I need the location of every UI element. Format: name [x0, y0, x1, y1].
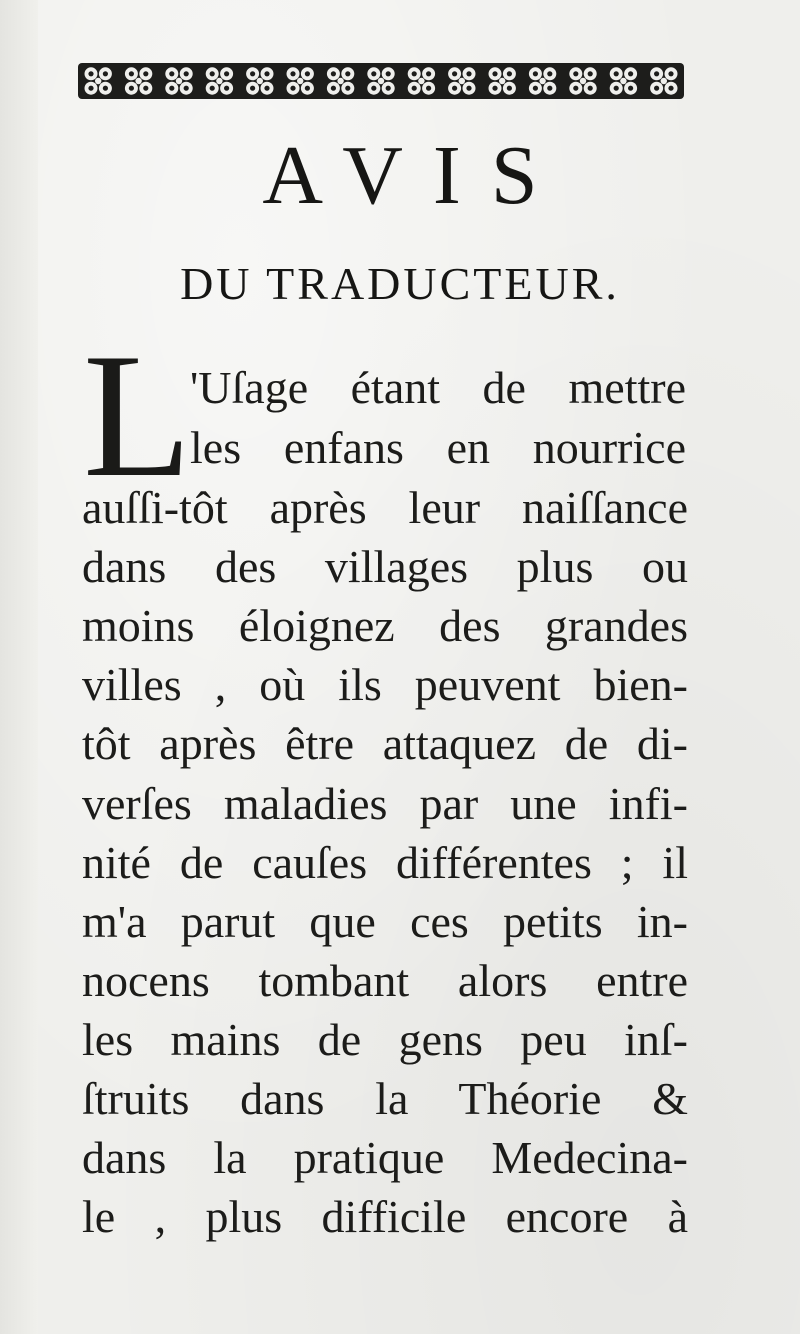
text-line: villes , où ils peuvent bien- [82, 659, 688, 710]
text-line: nocens tombant alors entre [82, 955, 688, 1006]
page-title: AVIS [262, 129, 568, 222]
text-line: nité de cauſes différentes ; il [82, 837, 688, 888]
text-line: m'a parut que ces petits in- [82, 896, 688, 947]
text-line: le , plus difficile encore à [82, 1191, 688, 1242]
text-line: dans des villages plus ou [82, 541, 688, 592]
drop-cap: L [83, 316, 192, 514]
page-subtitle: DU TRADUCTEUR. [180, 258, 620, 309]
text-line: auſſi-tôt après leur naiſſance [82, 482, 688, 533]
text-line: les enfans en nourrice [190, 422, 686, 473]
text-line: moins éloignez des grandes [82, 600, 688, 651]
text-line: ſtruits dans la Théorie & [82, 1073, 688, 1124]
floral-ornament-icon [78, 57, 684, 105]
text-line: tôt après être attaquez de di- [82, 718, 688, 769]
text-line: les mains de gens peu inſ- [82, 1014, 688, 1065]
text-line: dans la pratique Medecina- [82, 1132, 688, 1183]
text-line: 'Uſage étant de mettre [190, 362, 686, 413]
text-line: verſes maladies par une infi- [82, 778, 688, 829]
